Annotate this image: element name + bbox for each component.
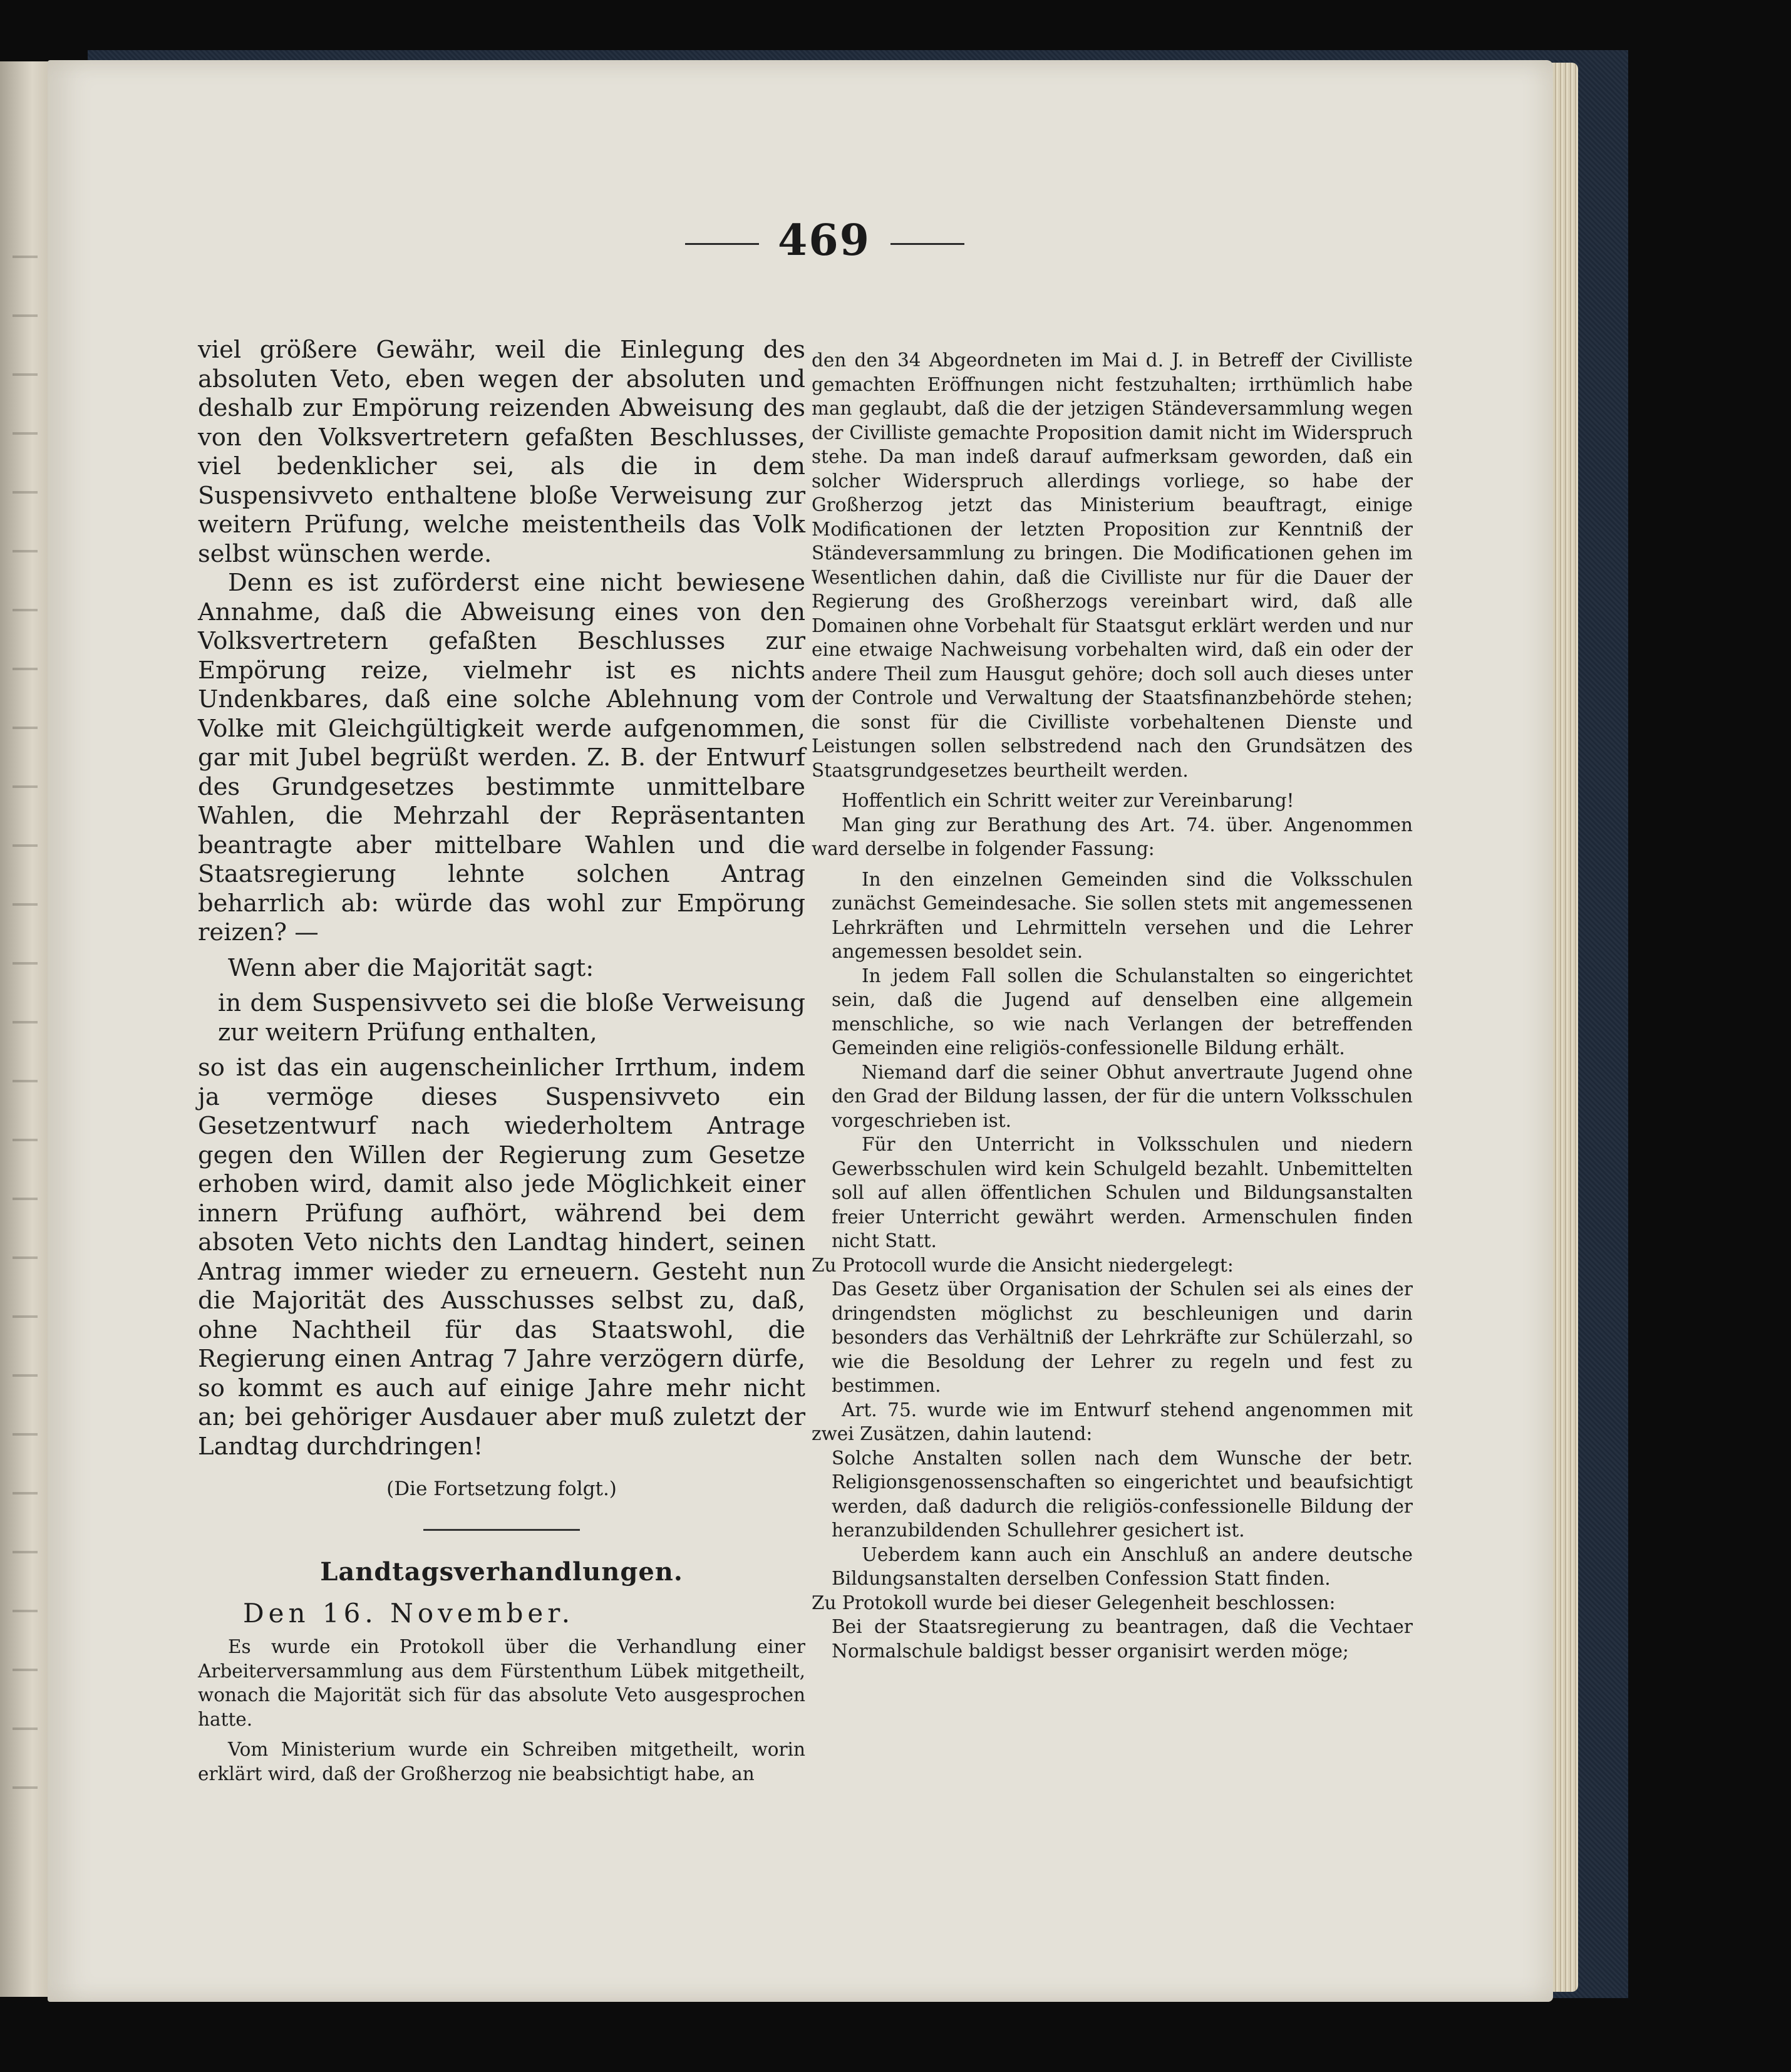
- paragraph: Zu Protocoll wurde die Ansicht niedergelegt:: [812, 1254, 1234, 1276]
- continuation-note: (Die Fortsetzung folgt.): [386, 1478, 617, 1500]
- paragraph: Man ging zur Berathung des Art. 74. über. Angenommen ward derselbe in folgender Fassung:: [812, 814, 1413, 859]
- quoted-paragraph: In jedem Fall sollen die Schulanstalten so eingerichtet sein, daß die Jugend auf denselben eine allgemein menschliche, so wie nach Verlangen der betreffenden Gemeinden eine religiös-confessionelle Bildung erhält.: [832, 965, 1413, 1059]
- paragraph: so ist das ein augenscheinlicher Irrthum, indem ja vermöge dieses Suspensivveto ein Gesetzentwurf nach wiederholtem Antrage gegen den Willen der Regierung zum Gesetze erhoben wird, damit also jede Möglichkeit einer innern Prüfung aufhört, während bei dem absoten Veto nichts den Landtag hindert, seinen Antrag immer wieder zu erneuern. Gesteht nun die Majorität des Ausschusses selbst zu, daß, ohne Nachtheil für das Staatswohl, die Regierung einen Antrag 7 Jahre verzögern dürfe, so kommt es auch auf einige Jahre mehr nicht an; bei gehöriger Ausdauer aber muß zuletzt der Landtag durchdringen!: [198, 1054, 805, 1461]
- left-column: [198, 336, 805, 1786]
- paragraph: Art. 75. wurde wie im Entwurf stehend angenommen mit zwei Zusätzen, dahin lautend:: [812, 1399, 1413, 1444]
- page-number: 469: [778, 215, 870, 266]
- header-rule-left: [685, 243, 759, 245]
- right-column: [812, 348, 1413, 1663]
- facing-page-edge: [0, 61, 55, 1997]
- quoted-paragraph: Ueberdem kann auch ein Anschluß an andere deutsche Bildungsanstalten derselben Confession Statt finden.: [832, 1543, 1413, 1589]
- book-page: [48, 60, 1553, 2002]
- quoted-paragraph: in dem Suspensivveto sei die bloße Verweisung zur weitern Prüfung enthalten,: [218, 989, 805, 1047]
- header-rule-right: [890, 243, 964, 245]
- section-title: Landtagsverhandlungen.: [320, 1557, 683, 1587]
- quoted-paragraph: Das Gesetz über Organisation der Schulen sei als eines der dringendsten möglichst zu beschleunigen und darin besonders das Verhältniß der Lehrkräfte zur Schülerzahl, so wie die Besoldung der Lehrer zu regeln und fest zu bestimmen.: [832, 1278, 1413, 1396]
- paragraph: Wenn aber die Majorität sagt:: [228, 953, 594, 982]
- paragraph: viel größere Gewähr, weil die Einlegung des absoluten Veto, eben wegen der absoluten und deshalb zur Empörung reizenden Abweisung des von den Volksvertretern gefaßten Beschlusses, viel bedenklicher sei, als die in dem Suspensivveto enthaltene bloße Verweisung zur weitern Prüfung, welche meistentheils das Volk selbst wünschen werde.: [198, 336, 805, 568]
- date-heading: Den 16. November.: [243, 1598, 575, 1629]
- page-header: [48, 215, 1553, 291]
- paragraph: Hoffentlich ein Schritt weiter zur Vereinbarung!: [842, 790, 1294, 811]
- paragraph: den den 34 Abgeordneten im Mai d. J. in Betreff der Civilliste gemachten Eröffnungen nicht festzuhalten; irrthümlich habe man geglaubt, daß die der jetzigen Ständeversammlung wegen der Civilliste gemachte Proposition damit nicht im Widerspruch stehe. Da man indeß darauf aufmerksam geworden, daß ein solcher Widerspruch allerdings vorliege, so habe der Großherzog jetzt das Ministerium beauftragt, einige Modificationen der letzten Proposition zur Kenntniß der Ständeversammlung zu bringen. Die Modificationen gehen im Wesentlichen dahin, daß die Civilliste nur für die Dauer der Regierung des Großherzogs vereinbart wird, daß alle Domainen ohne Vorbehalt für Staatsgut erklärt werden und nur eine etwaige Nachweisung vorbehalten wird, daß ein oder der andere Theil zum Hausgut gehöre; doch soll auch dieses unter der Controle und Verwaltung der Staatsfinanzbehörde stehen; die sonst für die Civilliste vorbehaltenen Dienste und Leistungen sollen selbstredend nach den Grundsätzen des Staatsgrundgesetzes beurtheilt werden.: [812, 350, 1413, 781]
- quoted-paragraph: Niemand darf die seiner Obhut anvertraute Jugend ohne den Grad der Bildung lassen, der für die untern Volksschulen vorgeschrieben ist.: [832, 1061, 1413, 1131]
- quoted-paragraph: Für den Unterricht in Volksschulen und niedern Gewerbsschulen wird kein Schulgeld bezahlt. Unbemittelten soll auf allen öffentlichen Schulen und Bildungsanstalten freier Unterricht gewährt werden. Armenschulen finden nicht Statt.: [832, 1134, 1413, 1251]
- paragraph: Es wurde ein Protokoll über die Verhandlung einer Arbeiterversammlung aus dem Fürstenthum Lübek mitgetheilt, wonach die Majorität sich für das absolute Veto ausgesprochen hatte.: [198, 1636, 805, 1730]
- paragraph: Zu Protokoll wurde bei dieser Gelegenheit beschlossen:: [812, 1592, 1336, 1614]
- quoted-paragraph: In den einzelnen Gemeinden sind die Volksschulen zunächst Gemeindesache. Sie sollen stets mit angemessenen Lehrkräften und Lehrmitteln versehen und die Lehrer angemessen besoldet sein.: [832, 868, 1413, 962]
- quoted-paragraph: Solche Anstalten sollen nach dem Wunsche der betr. Religionsgenossenschaften so eingerichtet und beaufsichtigt werden, daß dadurch die religiös-confessionelle Bildung der heranzubildenden Schullehrer gesichert ist.: [832, 1447, 1413, 1541]
- quoted-paragraph: Bei der Staatsregierung zu beantragen, daß die Vechtaer Normalschule baldigst besser organisirt werden möge;: [832, 1616, 1413, 1662]
- paragraph: Vom Ministerium wurde ein Schreiben mitgetheilt, worin erklärt wird, daß der Großherzog nie beabsichtigt habe, an: [198, 1739, 805, 1785]
- paragraph: Denn es ist zuförderst eine nicht bewiesene Annahme, daß die Abweisung eines von den Volksvertretern gefaßten Beschlusses zur Empörung reize, vielmehr ist es nichts Undenkbares, daß eine solche Ablehnung vom Volke mit Gleichgültigkeit werde aufgenommen, gar mit Jubel begrüßt werden. Z. B. der Entwurf des Grundgesetzes bestimmte unmittelbare Wahlen, die Mehrzahl der Repräsentanten beantragte aber mittelbare Wahlen und die Staatsregierung lehnte solchen Antrag beharrlich ab: würde das wohl zur Empörung reizen? —: [198, 569, 805, 946]
